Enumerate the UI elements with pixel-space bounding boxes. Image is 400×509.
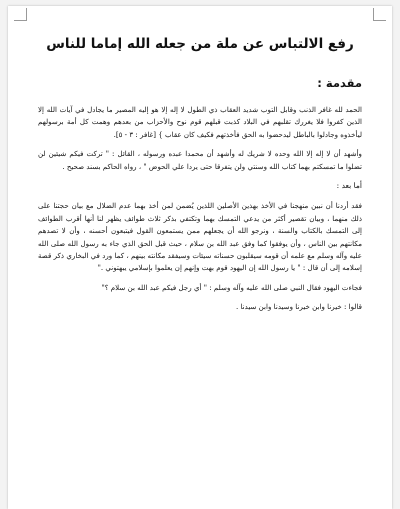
paragraph-main: فقد أردنا أن نبين منهجنا في الأخذ بهذين الأصلين اللذين يُضمن لمن أخذ بهما عدم الضلال مع بيان حجتنا على ذلك منهما ، وبيان تقصير أكثر من يدعي التمسك بهما وتكتفي بذكر ثلاث طوائف يظهر لنا أنها أقرب الطوائف إلى التمسك بالكتاب والسنة ، ونرجو الله أن يجعلهم ممن يستمعون القول فيتبعون أحسنه ، وأن لا تصدهم مكانتهم بين الناس ، وأن يوفقوا كما وفق عبد الله بن سلام ، حيث قبل الحق الذي جاء به رسول الله صلى الله عليه وآله وسلم مع علمه أن قومه سيقلبون حسناته سيئات وسيفقد مكانته بينهم ، كما ورد في البخاري ذكر قصة إسلامه إلى أن قال : " يا رسول الله إن اليهود قوم بهت وإنهم إن يعلموا بإسلامي يبهتوني ." [38,201,362,273]
paragraph-they-said: قالوا : خيرنا وابن خيرنا وسيدنا وابن سيدنا . [235,302,362,312]
document-title: رفع الالتباس عن ملة من جعله الله إماما للناس [46,36,354,52]
paragraph-shahada: وأشهد أن لا إله إلا الله وحده لا شريك له وأشهد أن محمدا عبده ورسوله ، القائل : " تركت فيكم شيئين لن تضلوا ما تمسكتم بهما كتاب الله وسنتي ولن يتفرقا حتى يردا علي الحوض " ، رواه الحاكم بسند صحيح . [38,149,362,171]
page-corner-mark-right [373,8,386,21]
paragraph-hamd: الحمد لله غافر الذنب وقابل التوب شديد العقاب ذي الطول لا إله إلا هو إليه المصير ما يجادل في آيات الله إلا الذين كفروا فلا يغررك تقلبهم في البلاد كذبت قبلهم قوم نوح والأحزاب من بعدهم وهمت كل أمة برسولهم ليأخذوه وجادلوا بالباطل ليدحضوا به الحق فأخذتهم فكيف كان عقاب } [غافر : ٣ - ٥]. [38,105,362,139]
amma-bad-label: أما بعد : [336,181,362,191]
page-corner-mark-left [14,8,27,21]
paragraph-jews-came: فجاءت اليهود فقال النبي صلى الله عليه وآله وسلم : " أي رجل فيكم عبد الله بن سلام ؟" [101,282,362,292]
section-heading: مقدمة : [317,76,362,90]
document-page [8,6,392,509]
document-content [38,36,362,314]
